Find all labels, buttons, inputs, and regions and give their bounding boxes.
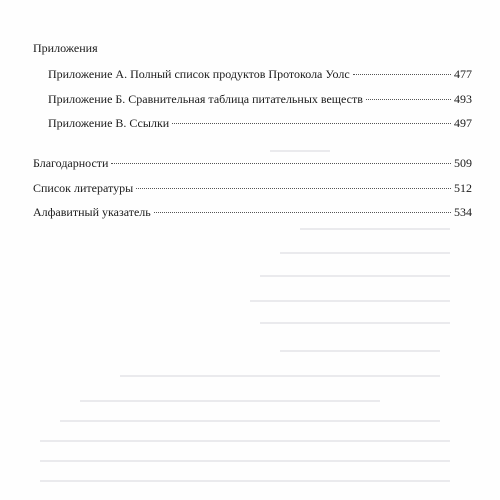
toc-entry-appendix-c[interactable] bbox=[48, 115, 472, 131]
toc-entry-bibliography[interactable] bbox=[33, 180, 472, 196]
toc-page-number: 493 bbox=[454, 92, 472, 106]
dot-leader bbox=[154, 212, 451, 213]
toc-page-number: 534 bbox=[454, 205, 472, 219]
dot-leader bbox=[136, 188, 451, 189]
toc-entry-label: Приложение А. Полный список продуктов Протокола Уолс bbox=[48, 67, 350, 81]
toc-entry-label: Список литературы bbox=[33, 181, 134, 195]
dot-leader bbox=[172, 123, 451, 124]
toc-entry-label: Алфавитный указатель bbox=[33, 205, 151, 219]
toc-entry-label: Приложение Б. Сравнительная таблица питательных веществ bbox=[48, 92, 363, 106]
toc-page-number: 512 bbox=[454, 181, 472, 195]
toc-page-number: 477 bbox=[454, 67, 472, 81]
dot-leader bbox=[111, 163, 451, 164]
toc-page-number: 509 bbox=[454, 156, 472, 170]
dot-leader bbox=[353, 74, 451, 75]
toc-entry-acknowledgements[interactable] bbox=[33, 155, 472, 171]
toc-entry-index[interactable] bbox=[33, 204, 472, 220]
toc-entry-label: Благодарности bbox=[33, 156, 109, 170]
appendices-heading: Приложения bbox=[33, 41, 98, 55]
dot-leader bbox=[366, 99, 451, 100]
toc-entry-appendix-b[interactable] bbox=[48, 91, 472, 107]
toc-entry-label: Приложение В. Ссылки bbox=[48, 116, 170, 130]
toc-entry-appendix-a[interactable] bbox=[48, 66, 472, 82]
toc-page-number: 497 bbox=[454, 116, 472, 130]
